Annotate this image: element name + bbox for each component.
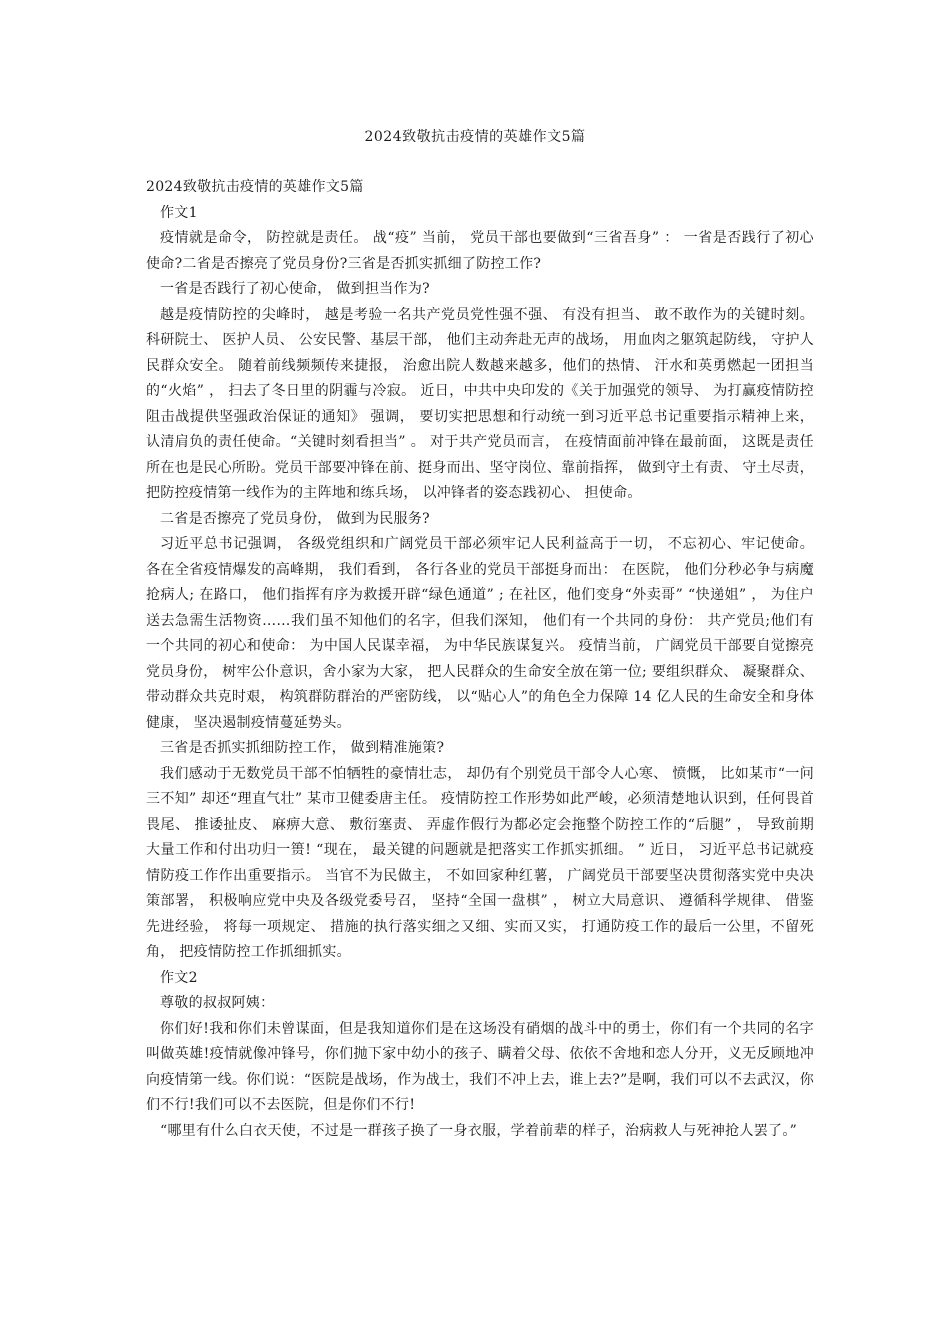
- paragraph: 习近平总书记强调， 各级党组织和广阔党员干部必须牢记人民利益高于一切， 不忘初心、牢记使命。 各在全省疫情爆发的高峰期， 我们看到， 各行各业的党员干部挺身而出： 在医院， 他们分秒必争与病魔抢病人; 在路口， 他们指挥有序为救援开辟“绿色通道” ; 在社区，他们变身“外卖哥” “快递姐” ， 为住户送去急需生活物资……我们虽不知他们的名字，但我们深知， 他们有一个共同的身份： 共产党员;他们有一个共同的初心和使命： 为中国人民谋幸福， 为中华民族谋复兴。 疫情当前， 广阔党员干部要自觉擦亮党员身份， 树牢公仆意识，舍小家为大家， 把人民群众的生命安全放在第一位; 要组织群众、 凝聚群众、 带动群众共克时艰， 构筑群防群治的严密防线， 以“贴心人”的角色全力保障 14 亿人民的生命安全和身体健康， 坚决遏制疫情蔓延势头。: [146, 536, 814, 731]
- paragraph: 2024致敬抗击疫情的英雄作文5篇: [146, 179, 364, 195]
- paragraph: 三省是否抓实抓细防控工作， 做到精准施策?: [160, 740, 445, 756]
- paragraph: “哪里有什么白衣天使，不过是一群孩子换了一身衣服，学着前辈的样子，治病救人与死神抢人罢了。”: [160, 1122, 798, 1139]
- paragraph: 一省是否践行了初心使命， 做到担当作为?: [160, 281, 430, 297]
- paragraph: 我们感动于无数党员干部不怕牺牲的豪情壮志， 却仍有个别党员干部令人心寒、 愤慨， 比如某市“一问三不知” 却还“理直气壮” 某市卫健委唐主任。 疫情防控工作形势如此严峻，必须清楚地认识到，任何畏首畏尾、 推诿扯皮、 麻痹大意、 敷衍塞责、 弄虚作假行为都必定会拖整个防控工作的“后腿” ， 导致前期大量工作和付出功归一篑! “现在， 最关键的问题就是把落实工作抓实抓细。 ” 近日， 习近平总书记就疫情防疫工作作出重要指示。 当官不为民做主， 不如回家种红薯， 广阔党员干部要坚决贯彻落实党中央决策部署， 积极响应党中央及各级党委号召， 坚持“全国一盘棋” ， 树立大局意识、 遵循科学规律、 借鉴先进经验， 将每一项规定、 措施的执行落实细之又细、实而又实， 打通防疫工作的最后一公里，不留死角， 把疫情防控工作抓细抓实。: [146, 765, 814, 960]
- paragraph: 你们好!我和你们未曾谋面，但是我知道你们是在这场没有硝烟的战斗中的勇士，你们有一个共同的名字叫做英雄!疫情就像冲锋号，你们抛下家中幼小的孩子、瞒着父母、依依不舍地和恋人分开，义无反顾地冲向疫情第一线。你们说：“医院是战场，作为战士，我们不冲上去，谁上去?”是啊，我们可以不去武汉，你们不行!我们可以不去医院，但是你们不行!: [146, 1020, 814, 1113]
- paragraph: 二省是否擦亮了党员身份， 做到为民服务?: [160, 510, 430, 527]
- document-title: 2024致敬抗击疫情的英雄作文5篇: [364, 129, 586, 145]
- paragraph: 越是疫情防控的尖峰时， 越是考验一名共产党员党性强不强、 有没有担当、 敢不敢作为的关键时刻。 科研院士、 医护人员、 公安民警、基层干部， 他们主动奔赴无声的战场， 用血肉之躯筑起防线， 守护人民群众安全。 随着前线频频传来捷报， 治愈出院人数越来越多，他们的热情、 汗水和英勇燃起一团担当的“火焰” ， 扫去了冬日里的阴霾与冷寂。 近日，中共中央印发的《关于加强党的领导、 为打赢疫情防控阻击战提供坚强政治保证的通知》 强调， 要切实把思想和行动统一到习近平总书记重要指示精神上来， 认清肩负的责任使命。“关键时刻看担当” 。 对于共产党员而言， 在疫情面前冲锋在最前面， 这既是责任所在也是民心所盼。党员干部要冲锋在前、挺身而出、坚守岗位、靠前指挥， 做到守土有责、 守土尽责， 把防控疫情第一线作为的主阵地和练兵场， 以冲锋者的姿态践初心、 担使命。: [146, 306, 814, 501]
- paragraph: 尊敬的叔叔阿姨：: [160, 995, 275, 1011]
- paragraph: 疫情就是命令， 防控就是责任。 战“疫” 当前， 党员干部也要做到“三省吾身” ： 一省是否践行了初心使命?二省是否擦亮了党员身份?三省是否抓实抓细了防控工作?: [146, 230, 814, 272]
- paragraph: 作文1: [160, 204, 198, 221]
- document-body: [146, 175, 814, 1144]
- paragraph: 作文2: [160, 969, 198, 986]
